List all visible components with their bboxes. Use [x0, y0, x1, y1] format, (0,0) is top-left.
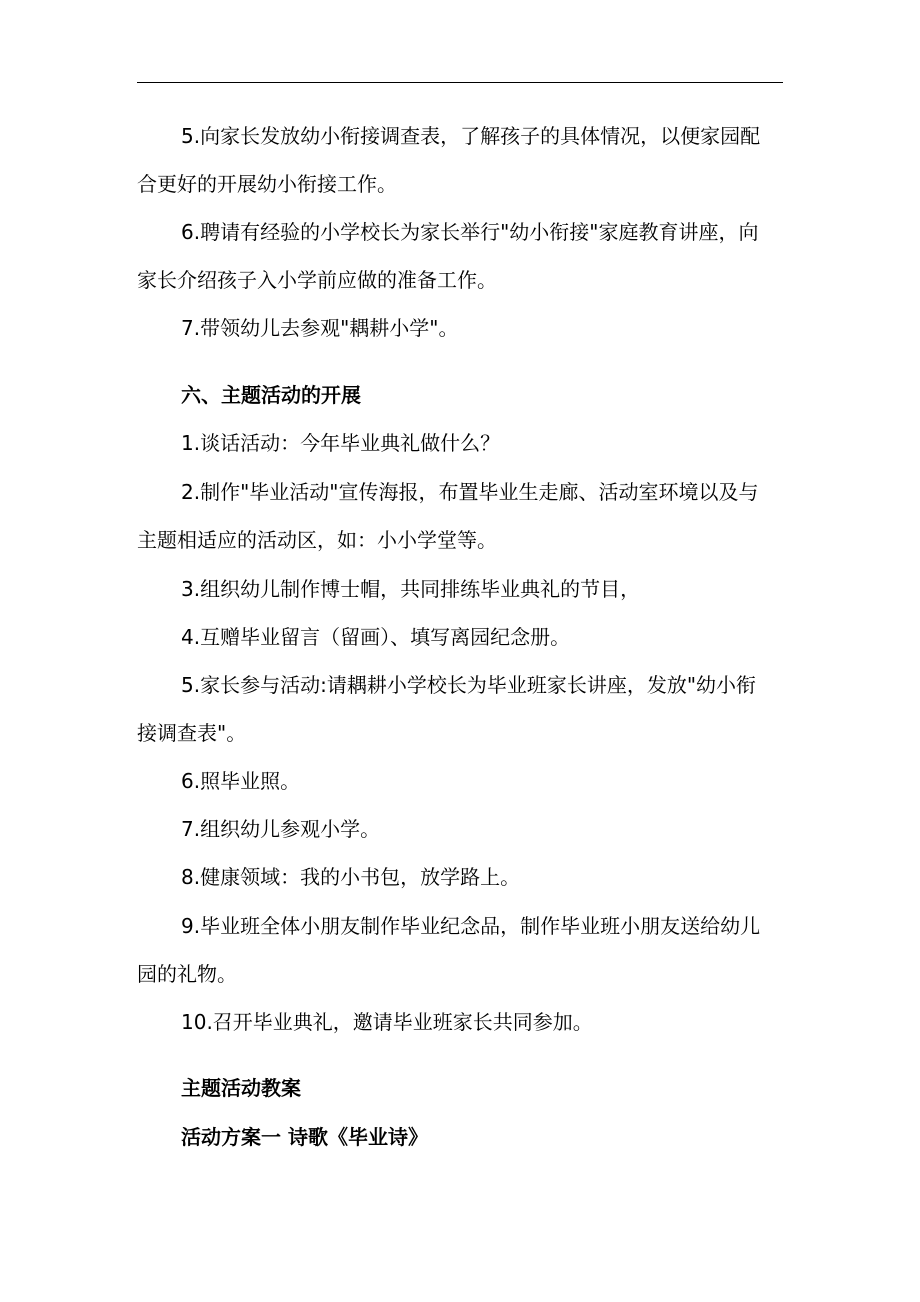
paragraph-line: 合更好的开展幼小衔接工作。 [137, 172, 397, 196]
paragraph-line: 6.聘请有经验的小学校长为家长举行"幼小衔接"家庭教育讲座，向 [181, 220, 759, 244]
paragraph-line: 7.组织幼儿参观小学。 [181, 817, 381, 841]
section-heading: 活动方案一 诗歌《毕业诗》 [181, 1125, 428, 1149]
paragraph-line: 6.照毕业照。 [181, 769, 301, 793]
paragraph-line: 3.组织幼儿制作博士帽，共同排练毕业典礼的节目， [181, 577, 641, 601]
header-rule [137, 82, 783, 83]
paragraph-line: 8.健康领域：我的小书包，放学路上。 [181, 865, 521, 889]
paragraph-line: 2.制作"毕业活动"宣传海报，布置毕业生走廊、活动室环境以及与 [181, 480, 759, 504]
paragraph-line: 接调查表"。 [137, 721, 247, 745]
paragraph-line: 园的礼物。 [137, 962, 237, 986]
paragraph-line: 5.家长参与活动:请耦耕小学校长为毕业班家长讲座，发放"幼小衔 [181, 673, 757, 697]
section-heading: 六、主题活动的开展 [181, 383, 361, 407]
paragraph-line: 主题相适应的活动区，如：小小学堂等。 [137, 528, 497, 552]
paragraph-line: 10.召开毕业典礼，邀请毕业班家长共同参加。 [181, 1010, 593, 1034]
paragraph-line: 7.带领幼儿去参观"耦耕小学"。 [181, 316, 459, 340]
paragraph-line: 4.互赠毕业留言（留画）、填写离园纪念册。 [181, 625, 571, 649]
paragraph-line: 5.向家长发放幼小衔接调查表，了解孩子的具体情况，以便家园配 [181, 124, 761, 148]
paragraph-line: 9.毕业班全体小朋友制作毕业纪念品，制作毕业班小朋友送给幼儿 [181, 914, 761, 938]
paragraph-line: 家长介绍孩子入小学前应做的准备工作。 [137, 268, 497, 292]
section-heading: 主题活动教案 [181, 1076, 301, 1100]
paragraph-line: 1.谈话活动：今年毕业典礼做什么？ [181, 431, 501, 455]
